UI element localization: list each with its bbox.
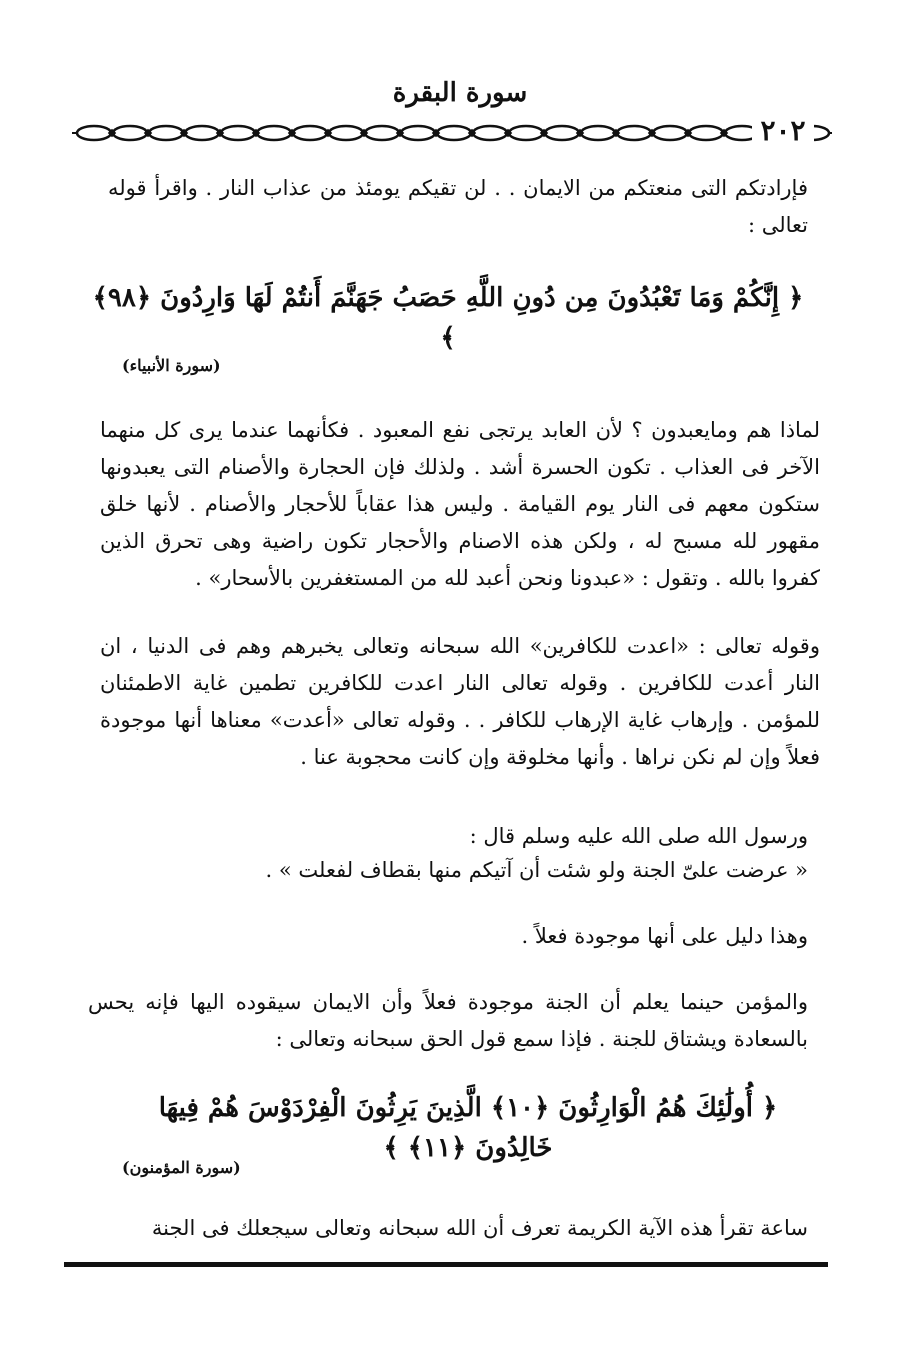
paragraph-2: لماذا هم ومايعبدون ؟ لأن العابد يرتجى نفع المعبود . فكأنهما عندما يرى كل منهما الآخر فى العذاب . تكون الحسرة أشد . ولذلك فإن الحجارة والأصنام التى يعبدونها ستكون معهم فى النار يوم القيامة . وليس هذا عقاباً للأحجار والأصنام . لأنها خلق مقهور لله مسبح له ، ولكن هذه الاصنام والأحجار تكون راضية وهى تحرق الذين كفروا بالله . وتقول : «عبدونا ونحن أعبد لله من المستغفرين بالأسحار» .	[100, 418, 820, 590]
page-number: ٢٠٢	[752, 114, 814, 147]
paragraph-1: فإرادتكم التى منعتكم من الايمان . . لن تقيكم يومئذ من عذاب النار . واقرأ قوله تعالى :	[108, 176, 808, 237]
verse-reference-1: (سورة الأنبياء)	[122, 356, 221, 375]
decorative-header-border	[72, 118, 832, 148]
paragraph-3: وقوله تعالى : «اعدت للكافرين» الله سبحانه وتعالى يخبرهم وهم فى الدنيا ، ان النار أعدت للكافرين . وقوله تعالى النار اعدت للكافرين تطمين غاية الاطمئنان للمؤمن . وإرهاب غاية الإرهاب للكافر . . وقوله تعالى «أعدت» معناها أنها موجودة فعلاً وإن لم نكن نراها . وأنها مخلوقة وإن كانت محجوبة عنا .	[100, 634, 820, 769]
hadith-quote: « عرضت علىّ الجنة ولو شئت أن آتيكم منها بقطاف لفعلت » .	[265, 858, 808, 882]
hadith-intro: ورسول الله صلى الله عليه وسلم قال :	[469, 824, 808, 848]
paragraph-6: والمؤمن حينما يعلم أن الجنة موجودة فعلاً وأن الايمان سيقوده اليها فإنه يحس بالسعادة ويشتاق للجنة . فإذا سمع قول الحق سبحانه وتعالى :	[88, 990, 808, 1051]
paragraph-5: وهذا دليل على أنها موجودة فعلاً .	[521, 924, 808, 948]
verse-reference-2: (سورة المؤمنون)	[122, 1158, 241, 1177]
paragraph-7: ساعة تقرأ هذه الآية الكريمة تعرف أن الله سبحانه وتعالى سيجعلك فى الجنة	[151, 1216, 808, 1240]
surah-title: سورة البقرة	[392, 78, 528, 108]
bottom-rule	[64, 1262, 828, 1267]
quran-verse-2: ﴿ أُولَٰئِكَ هُمُ الْوَارِثُونَ ﴿١٠﴾ الَّذِينَ يَرِثُونَ الْفِرْدَوْسَ هُمْ فِيهَا خَالِدُونَ ﴿١١﴾ ﴾	[158, 1093, 778, 1163]
quran-verse-1: ﴿ إِنَّكُمْ وَمَا تَعْبُدُونَ مِن دُونِ اللَّهِ حَصَبُ جَهَنَّمَ أَنتُمْ لَهَا وَارِدُونَ ﴿٩٨﴾ ﴾	[92, 283, 804, 353]
